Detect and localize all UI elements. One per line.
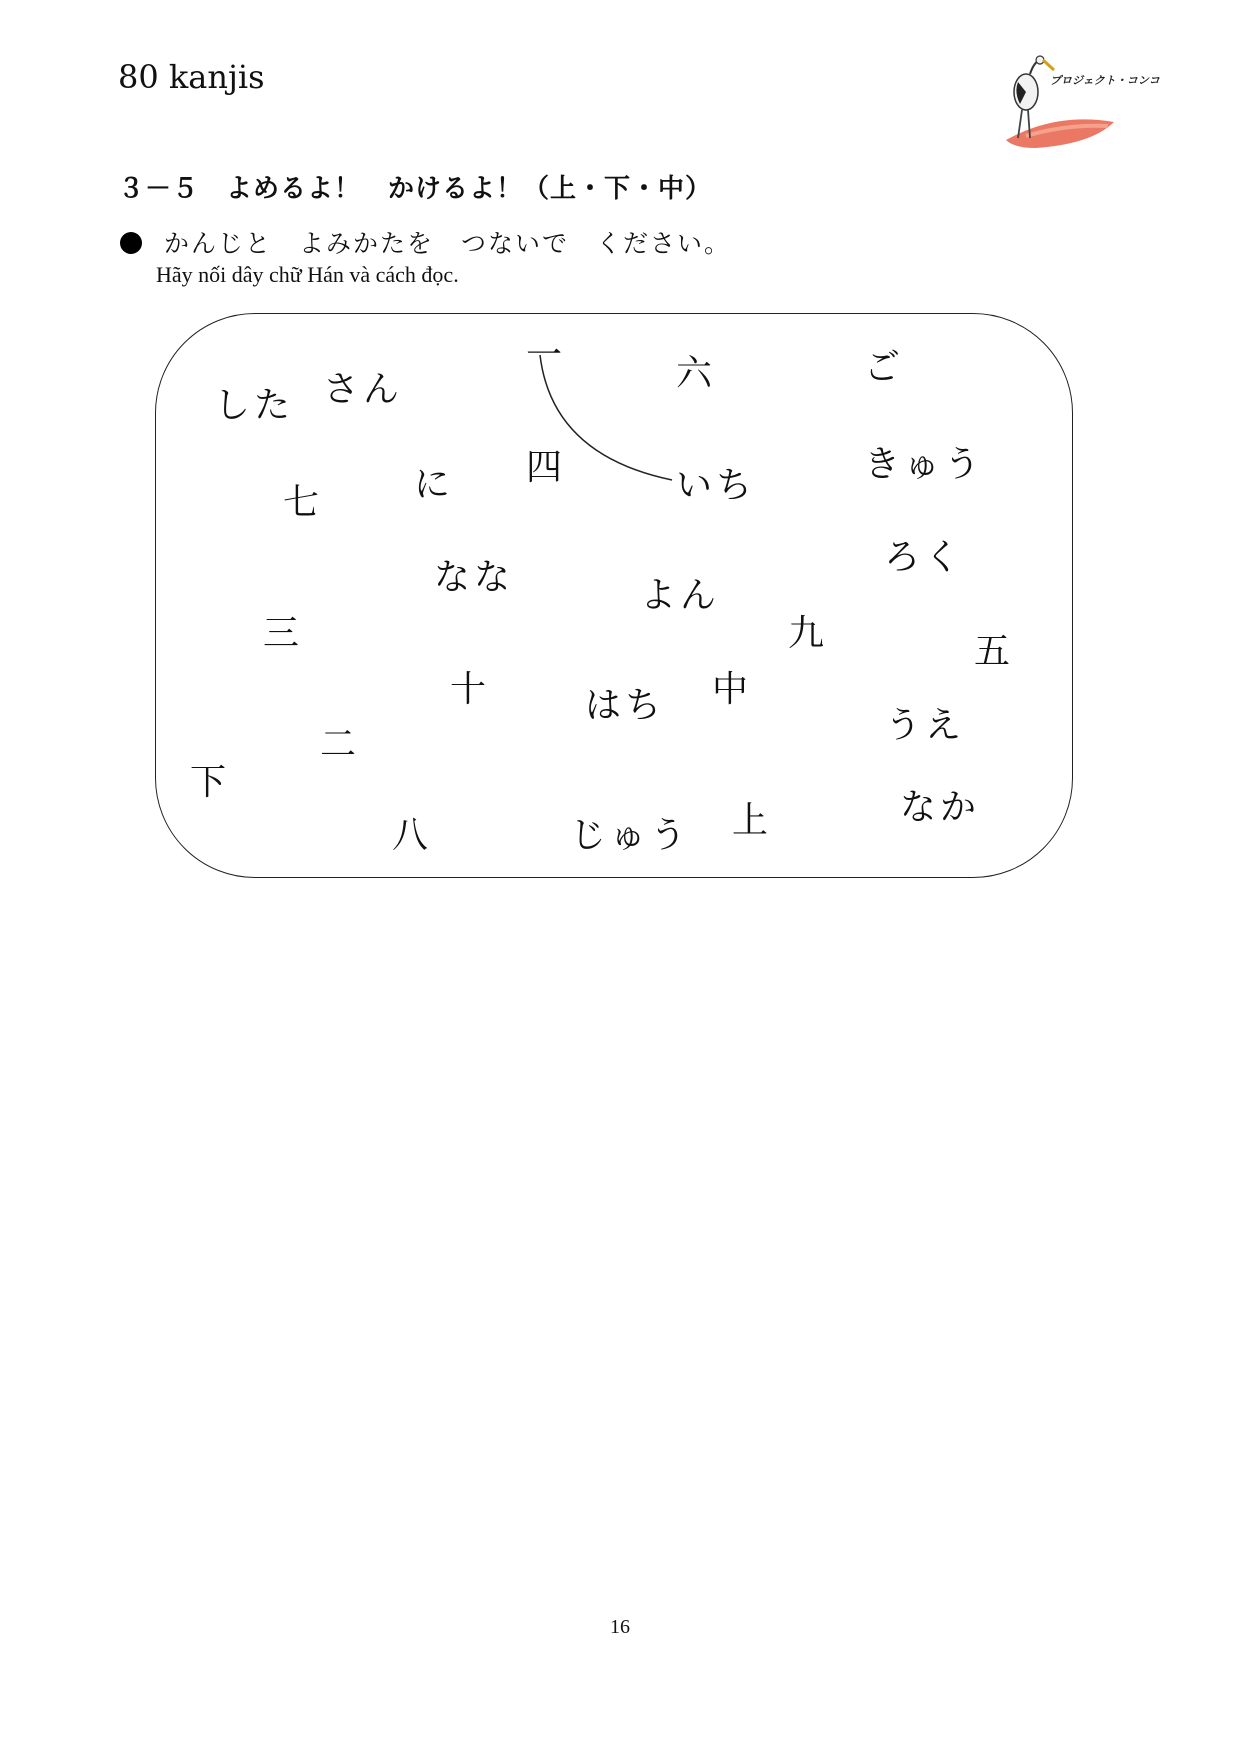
word-kanji-naka[interactable]: 中 (712, 669, 753, 710)
word-reading-san[interactable]: さん (323, 369, 404, 410)
word-reading-kyuu[interactable]: きゅう (864, 444, 985, 485)
bullet-icon (120, 232, 142, 254)
word-reading-naka[interactable]: なか (900, 787, 981, 828)
instruction-japanese-text: かんじと よみかたを つないで ください。 (164, 229, 732, 258)
word-kanji-san[interactable]: 三 (263, 613, 304, 654)
word-reading-ue[interactable]: うえ (885, 705, 966, 746)
word-reading-yon[interactable]: よん (640, 575, 721, 616)
word-kanji-nana[interactable]: 七 (283, 482, 324, 523)
word-reading-nana[interactable]: なな (434, 557, 515, 598)
section-title: ３－５ よめるよ！ かけるよ！（上・下・中） (118, 174, 713, 204)
word-reading-ni[interactable]: に (414, 464, 455, 505)
word-reading-juu[interactable]: じゅう (570, 815, 691, 856)
word-kanji-ichi[interactable]: 一 (526, 335, 567, 376)
word-reading-shita[interactable]: した (214, 385, 295, 426)
stork-logo (996, 52, 1116, 150)
word-kanji-ni[interactable]: 二 (320, 724, 361, 765)
word-reading-ichi[interactable]: いち (676, 465, 757, 506)
word-kanji-roku[interactable]: 六 (676, 353, 717, 394)
word-kanji-yon[interactable]: 四 (526, 447, 567, 488)
word-reading-roku[interactable]: ろく (884, 537, 965, 578)
page-number: 16 (610, 1616, 630, 1638)
word-kanji-juu[interactable]: 十 (450, 669, 491, 710)
word-reading-hachi[interactable]: はち (585, 685, 666, 726)
word-kanji-kyuu[interactable]: 九 (788, 613, 829, 654)
document-title: 80 kanjis (118, 58, 265, 96)
word-kanji-shita[interactable]: 下 (190, 762, 231, 803)
instruction-vietnamese: Hãy nối dây chữ Hán và cách đọc. (156, 262, 459, 287)
word-kanji-hachi[interactable]: 八 (392, 815, 433, 856)
word-reading-go[interactable]: ご (864, 347, 905, 388)
word-kanji-ue[interactable]: 上 (732, 800, 773, 841)
logo-text: プロジェクト・コンコ (1050, 74, 1160, 87)
instruction-japanese (120, 224, 731, 260)
word-kanji-go[interactable]: 五 (974, 631, 1015, 672)
